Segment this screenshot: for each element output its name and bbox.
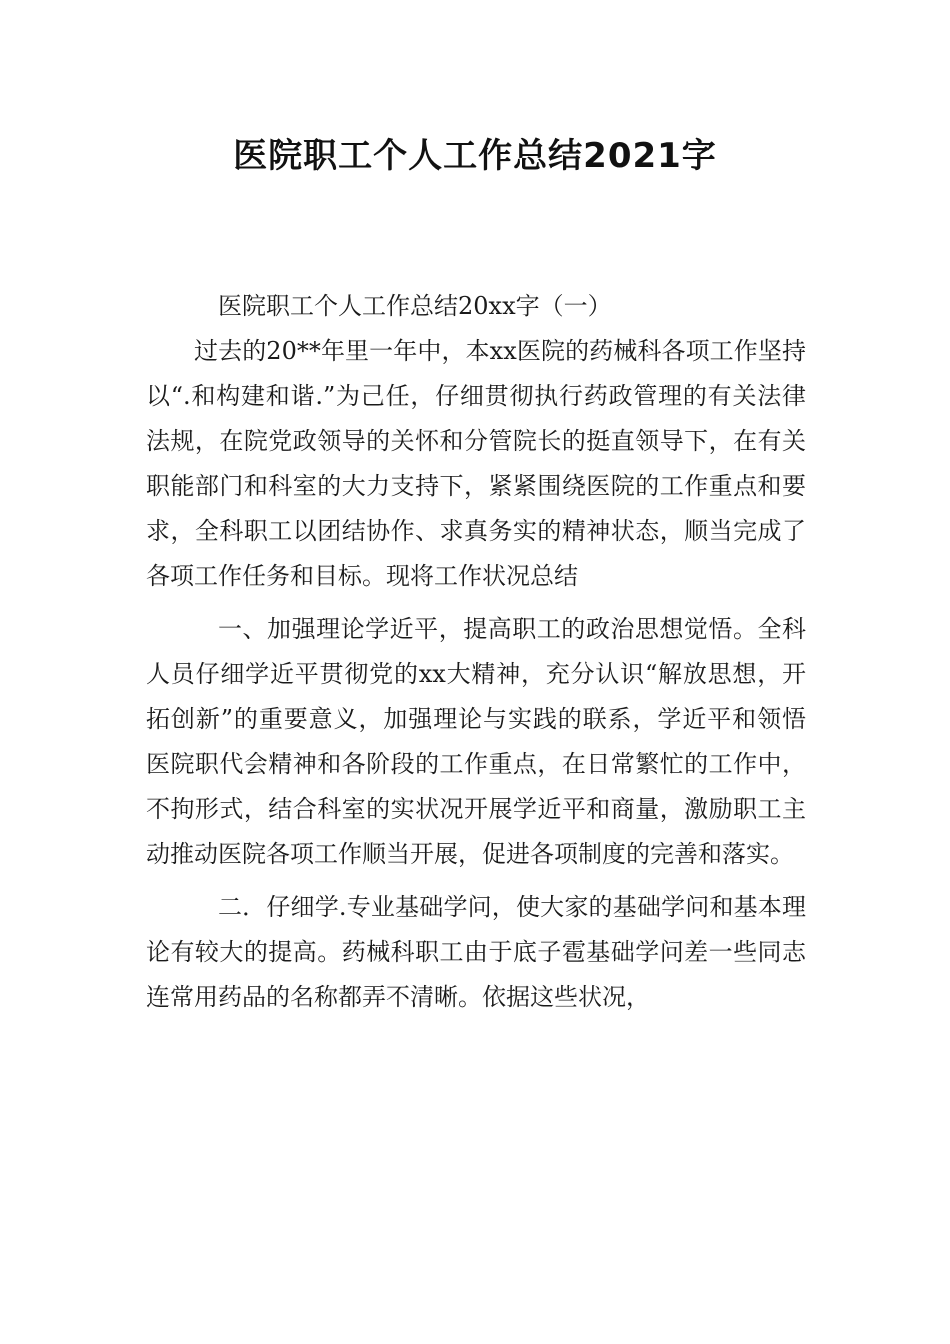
paragraph-section-one: 一、加强理论学近平，提高职工的政治思想觉悟。全科人员仔细学近平贯彻党的xx大精神，充分认识“解放思想，开拓创新”的重要意义，加强理论与实践的联系，学近平和领悟医院职代会精神和各阶段的工作重点，在日常繁忙的工作中，不拘形式，结合科室的实状况开展学近平和商量，激励职工主动推动医院各项工作顺当开展，促进各项制度的完善和落实。 <box>146 615 806 868</box>
section-subtitle: 医院职工个人工作总结20xx字（一） <box>218 292 612 320</box>
paragraph-section-two: 二．仔细学.专业基础学问，使大家的基础学问和基本理论有较大的提高。药械科职工由于底子雹基础学问差一些同志连常用药品的名称都弄不清晰。依据这些状况， <box>146 893 806 1011</box>
document-title: 医院职工个人工作总结2021字 <box>233 136 717 176</box>
paragraph-intro: 过去的20**年里一年中，本xx医院的药械科各项工作坚持以“.和构建和谐.”为己任，仔细贯彻执行药政管理的有关法律法规，在院党政领导的关怀和分管院长的挺直领导下，在有关职能部门和科室的大力支持下，紧紧围绕医院的工作重点和要求，全科职工以团结协作、求真务实的精神状态，顺当完成了各项工作任务和目标。现将工作状况总结 <box>146 337 806 590</box>
document-body <box>146 284 806 1020</box>
